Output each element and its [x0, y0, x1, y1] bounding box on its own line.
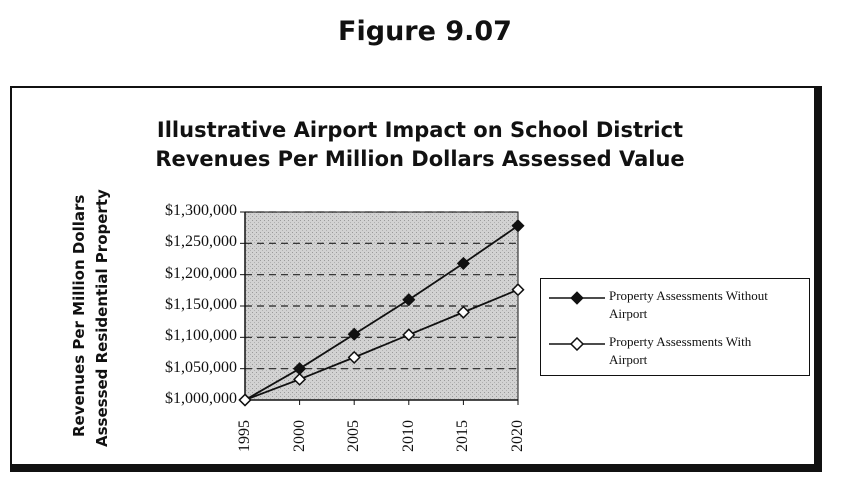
legend-swatch-open-diamond [549, 337, 605, 351]
legend-swatch-filled-diamond [549, 291, 605, 305]
y-tick-label: $1,250,000 [165, 233, 237, 251]
y-tick-label: $1,100,000 [165, 327, 237, 345]
x-tick-label: 2015 [454, 420, 472, 452]
legend-item-without-airport [549, 287, 807, 327]
y-tick-label: $1,300,000 [165, 202, 237, 219]
y-tick-label: $1,200,000 [165, 264, 237, 282]
x-tick-label: 2010 [399, 420, 417, 452]
y-tick-label: $1,000,000 [165, 390, 237, 407]
x-tick-label: 2000 [290, 420, 308, 452]
chart-title-line-2: Revenues Per Million Dollars Assessed Value [155, 147, 685, 171]
y-axis-label-line-2: Assessed Residential Property [93, 189, 111, 447]
x-tick-label: 2005 [345, 420, 363, 452]
figure-label: Figure 9.07 [338, 16, 512, 47]
legend-label-with-line-1: Property Assessments With [609, 334, 752, 349]
y-axis-label-line-1: Revenues Per Million Dollars [70, 194, 88, 437]
legend-label-without-line-1: Property Assessments Without [609, 288, 768, 303]
y-tick-label: $1,150,000 [165, 296, 237, 313]
chart-title-line-1: Illustrative Airport Impact on School District [156, 118, 684, 142]
y-tick-label: $1,050,000 [165, 358, 237, 376]
x-tick-label: 1995 [236, 420, 253, 452]
legend-label-with-line-2: Airport [609, 352, 648, 367]
legend-item-with-airport [549, 333, 807, 373]
legend [540, 278, 810, 376]
x-tick-label: 2020 [509, 420, 526, 452]
legend-label-without-line-2: Airport [609, 306, 648, 321]
